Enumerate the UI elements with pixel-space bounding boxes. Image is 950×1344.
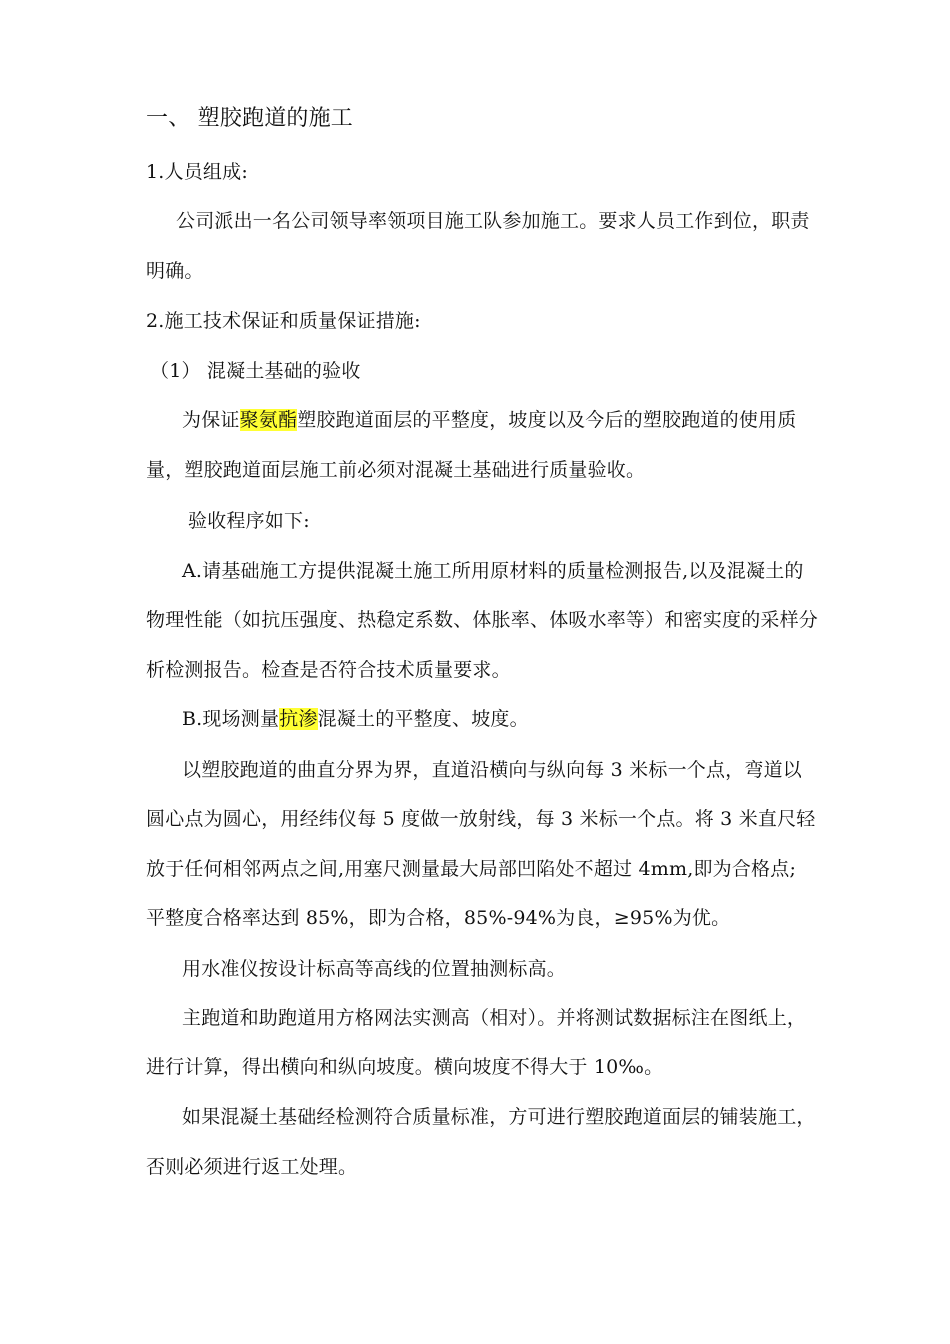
paragraph-purpose-line2: 量，塑胶跑道面层施工前必须对混凝土基础进行质量验收。 — [146, 459, 646, 481]
heading-personnel: 1.人员组成: — [146, 161, 248, 183]
paragraph-purpose-line1 — [182, 407, 796, 433]
paragraph-grid-line1: 主跑道和助跑道用方格网法实测高（相对）。并将测试数据标注在图纸上， — [182, 1007, 807, 1029]
text-segment: 混凝土的平整度、坡度。 — [317, 708, 529, 730]
section-title: 一、 塑胶跑道的施工 — [146, 106, 353, 131]
text-segment: B.现场测量 — [182, 708, 280, 730]
paragraph-personnel-line2: 明确。 — [146, 260, 204, 282]
item-a-line1: A.请基础施工方提供混凝土施工所用原材料的质量检测报告,以及混凝土的 — [182, 560, 804, 582]
paragraph-personnel-line1: 公司派出一名公司领导率领项目施工队参加施工。要求人员工作到位，职责 — [176, 210, 810, 232]
procedure-intro: 验收程序如下: — [188, 510, 310, 532]
paragraph-measurement-line1: 以塑胶跑道的曲直分界为界，直道沿横向与纵向每 3 米标一个点，弯道以 — [182, 759, 802, 781]
item-a-line2: 物理性能（如抗压强度、热稳定系数、体胀率、体吸水率等）和密实度的采样分 — [146, 609, 819, 631]
paragraph-grid-line2: 进行计算，得出横向和纵向坡度。横向坡度不得大于 10‰。 — [146, 1056, 664, 1078]
text-segment: 塑胶跑道面层的平整度，坡度以及今后的塑胶跑道的使用质 — [297, 409, 797, 431]
paragraph-leveling: 用水准仪按设计标高等高线的位置抽测标高。 — [182, 958, 567, 980]
highlighted-term-polyurethane: 聚氨酯 — [239, 409, 298, 431]
paragraph-measurement-line2: 圆心点为圆心，用经纬仪每 5 度做一放射线，每 3 米标一个点。将 3 米直尺轻 — [146, 808, 816, 830]
item-b — [182, 706, 529, 732]
paragraph-conclusion-line2: 否则必须进行返工处理。 — [146, 1156, 358, 1178]
paragraph-conclusion-line1: 如果混凝土基础经检测符合质量标准，方可进行塑胶跑道面层的铺装施工， — [182, 1106, 816, 1128]
paragraph-measurement-line4: 平整度合格率达到 85%，即为合格，85%-94%为良，≥95%为优。 — [146, 907, 731, 929]
text-segment: 为保证 — [182, 409, 240, 431]
subheading-concrete-acceptance: （1） 混凝土基础的验收 — [150, 360, 361, 382]
highlighted-term-impermeable: 抗渗 — [279, 708, 318, 730]
heading-quality-measures: 2.施工技术保证和质量保证措施: — [146, 310, 421, 332]
paragraph-measurement-line3: 放于任何相邻两点之间,用塞尺测量最大局部凹陷处不超过 4mm,即为合格点; — [146, 858, 797, 880]
item-a-line3: 析检测报告。检查是否符合技术质量要求。 — [146, 659, 511, 681]
